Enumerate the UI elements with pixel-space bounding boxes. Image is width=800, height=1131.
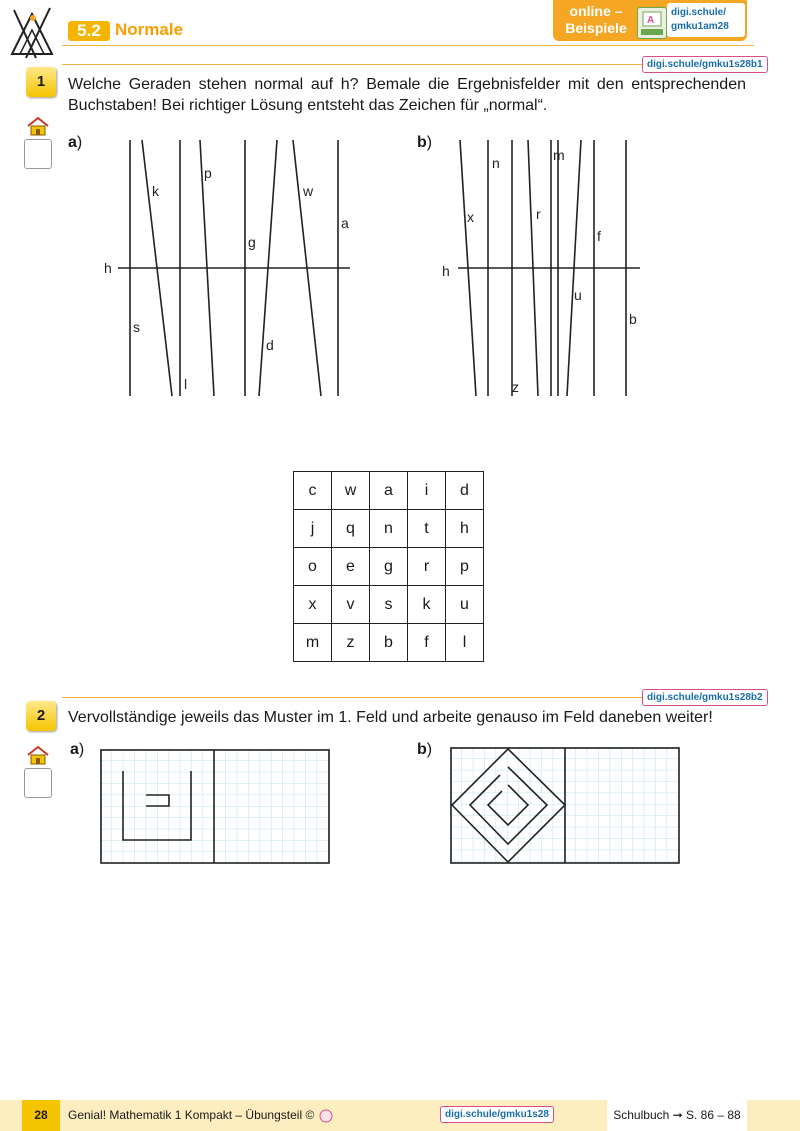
label-a: a bbox=[341, 215, 349, 231]
grid-cell[interactable]: t bbox=[408, 510, 446, 548]
label-x: x bbox=[467, 209, 474, 225]
pattern-grid-a[interactable] bbox=[100, 749, 332, 867]
section-number: 5.2 bbox=[68, 21, 110, 41]
label-h: h bbox=[104, 260, 112, 276]
grid-cell[interactable]: e bbox=[332, 548, 370, 586]
online-examples-label[interactable]: online – Beispiele bbox=[565, 3, 627, 36]
app-icon bbox=[637, 7, 667, 39]
grid-cell[interactable]: d bbox=[446, 472, 484, 510]
label-k: k bbox=[152, 183, 159, 199]
task2-number: 2 bbox=[26, 701, 56, 731]
label-g: g bbox=[248, 234, 256, 250]
task2-divider bbox=[62, 697, 642, 698]
grid-row bbox=[294, 586, 484, 624]
header-divider bbox=[62, 45, 754, 46]
grid-row bbox=[294, 472, 484, 510]
lines-figure-a bbox=[100, 136, 360, 401]
grid-cell[interactable]: w bbox=[332, 472, 370, 510]
grid-cell[interactable]: p bbox=[446, 548, 484, 586]
grid-cell[interactable]: j bbox=[294, 510, 332, 548]
house-icon bbox=[25, 116, 51, 136]
task2-code-tag[interactable]: digi.schule/gmku1s28b2 bbox=[642, 689, 768, 706]
pattern-grid-b[interactable] bbox=[450, 747, 682, 865]
section-title: Normale bbox=[115, 20, 184, 39]
homework-checkbox[interactable] bbox=[24, 139, 52, 169]
grid-cell[interactable]: z bbox=[332, 624, 370, 662]
schoolbook-reference: Schulbuch ➞ S. 86 – 88 bbox=[607, 1100, 747, 1131]
task1-number: 1 bbox=[26, 67, 56, 97]
grid-cell[interactable]: i bbox=[408, 472, 446, 510]
task1-part-a: a) bbox=[68, 134, 83, 151]
task1-part-b: b) bbox=[417, 134, 433, 151]
label-z: z bbox=[512, 379, 519, 395]
grid-cell[interactable]: k bbox=[408, 586, 446, 624]
grid-cell[interactable]: v bbox=[332, 586, 370, 624]
grid-cell[interactable]: o bbox=[294, 548, 332, 586]
result-grid bbox=[293, 471, 484, 662]
task2-instruction: Vervollständige jeweils das Muster im 1. Feld und arbeite genauso im Feld daneben weiter! bbox=[68, 709, 713, 726]
grid-cell[interactable]: h bbox=[446, 510, 484, 548]
grid-cell[interactable]: l bbox=[446, 624, 484, 662]
label-m: m bbox=[553, 147, 565, 163]
label-u: u bbox=[574, 287, 582, 303]
grid-cell[interactable]: b bbox=[370, 624, 408, 662]
task2-part-a: a) bbox=[70, 741, 85, 758]
book-title: Genial! Mathematik 1 Kompakt – Übungsteil © bbox=[68, 1108, 334, 1123]
label-l: l bbox=[184, 376, 188, 392]
label-h: h bbox=[442, 263, 450, 279]
footer-code-tag[interactable]: digi.schule/gmku1s28 bbox=[440, 1106, 554, 1123]
label-b: b bbox=[629, 311, 637, 327]
grid-cell[interactable]: r bbox=[408, 548, 446, 586]
homework-checkbox[interactable] bbox=[24, 768, 52, 798]
page-number: 28 bbox=[22, 1100, 60, 1131]
task2-part-b: b) bbox=[417, 741, 433, 758]
grid-row bbox=[294, 548, 484, 586]
grid-cell[interactable]: c bbox=[294, 472, 332, 510]
task1-instruction: Welche Geraden stehen normal auf h? Bemale die Ergebnisfelder mit den entsprechenden Buchstaben! Bei richtiger Lösung entsteht das Zeichen für „normal“. bbox=[68, 76, 746, 114]
grid-cell[interactable]: a bbox=[370, 472, 408, 510]
task1-code-tag[interactable]: digi.schule/gmku1s28b1 bbox=[642, 56, 768, 73]
house-icon bbox=[25, 745, 51, 765]
grid-cell[interactable]: g bbox=[370, 548, 408, 586]
label-f: f bbox=[597, 228, 601, 244]
grid-cell[interactable]: x bbox=[294, 586, 332, 624]
label-d: d bbox=[266, 337, 274, 353]
grid-row bbox=[294, 510, 484, 548]
grid-cell[interactable]: f bbox=[408, 624, 446, 662]
label-n: n bbox=[492, 155, 500, 171]
grid-cell[interactable]: u bbox=[446, 586, 484, 624]
label-p: p bbox=[204, 165, 212, 181]
label-s: s bbox=[133, 319, 140, 335]
grid-cell[interactable]: n bbox=[370, 510, 408, 548]
grid-row bbox=[294, 624, 484, 662]
grid-cell[interactable]: m bbox=[294, 624, 332, 662]
label-w: w bbox=[303, 183, 314, 199]
geometry-tools-icon bbox=[6, 4, 58, 62]
grid-cell[interactable]: q bbox=[332, 510, 370, 548]
online-code-link[interactable]: digi.schule/ gmku1am28 bbox=[667, 3, 745, 37]
label-r: r bbox=[536, 206, 541, 222]
grid-cell[interactable]: s bbox=[370, 586, 408, 624]
svg-text:A: A bbox=[647, 15, 655, 26]
stamp-icon bbox=[318, 1109, 334, 1123]
lines-figure-b bbox=[440, 136, 650, 401]
task1-divider bbox=[62, 64, 642, 65]
